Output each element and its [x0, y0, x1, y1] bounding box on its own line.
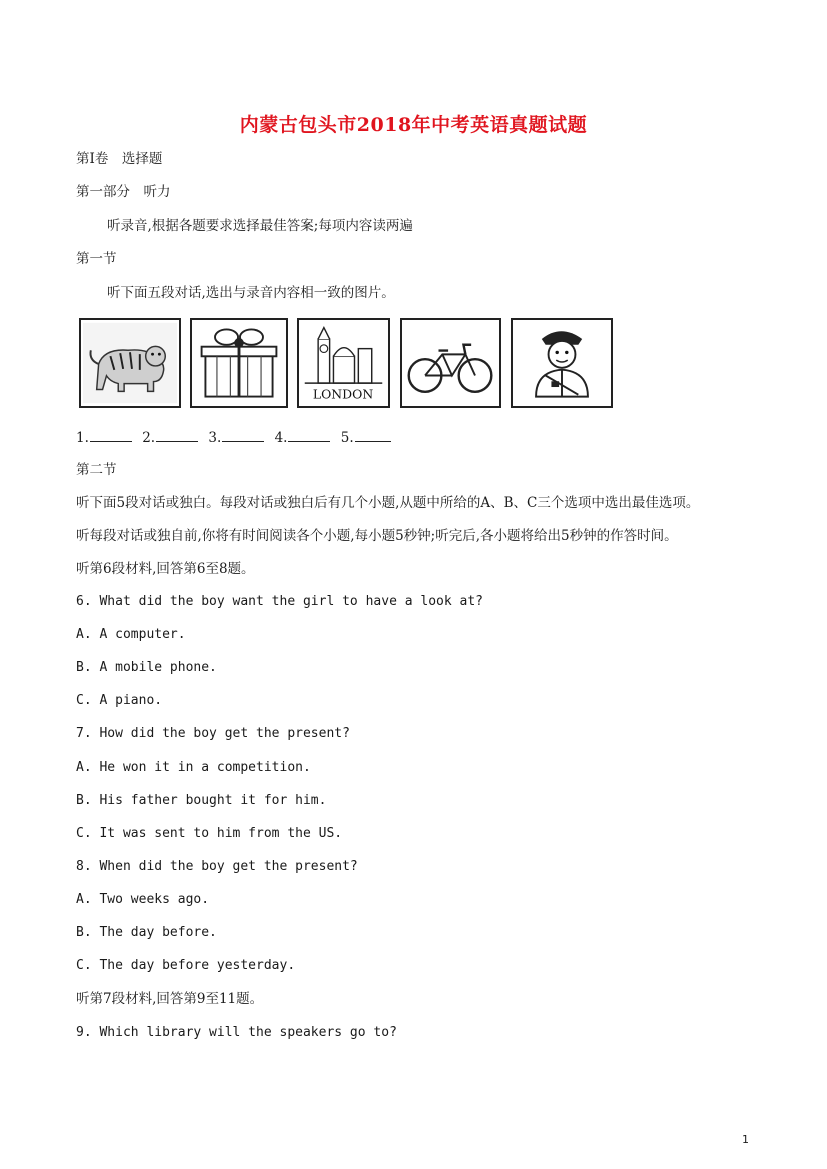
page-number: 1 — [742, 1133, 749, 1146]
volume-heading: 第Ⅰ卷 选择题 — [76, 151, 163, 167]
option-7a: A. He won it in a competition. — [76, 760, 311, 775]
section-two-heading: 第二节 — [76, 462, 117, 478]
option-7b: B. His father bought it for him. — [76, 793, 327, 808]
bicycle-icon — [400, 318, 501, 408]
document-title: 内蒙古包头市2018年中考英语真题试题 — [239, 114, 588, 136]
part-heading: 第一部分 听力 — [76, 184, 171, 200]
blank-label-1: 1. — [76, 430, 89, 446]
section-two-instructions-1: 听下面5段对话或独白。每段对话或独白后有几个小题,从题中所给的A、B、C三个选项中选出最佳选项。 — [76, 495, 700, 511]
section-two-instructions-2: 听每段对话或独自前,你将有时间阅读各个小题,每小题5秒钟;听完后,各小题将给出5秒钟的作答时间。 — [76, 528, 678, 544]
option-8a: A. Two weeks ago. — [76, 892, 210, 907]
london-label: LONDON — [312, 386, 374, 402]
london-icon — [297, 318, 390, 408]
listening-instructions: 听录音,根据各题要求选择最佳答案;每项内容读两遍 — [107, 218, 413, 234]
section-one-instructions: 听下面五段对话,选出与录音内容相一致的图片。 — [107, 285, 395, 301]
blank-5[interactable] — [355, 428, 391, 442]
answer-blanks — [76, 428, 397, 447]
option-8b: B. The day before. — [76, 925, 217, 940]
section-one-heading: 第一节 — [76, 251, 117, 267]
picture-options — [79, 318, 619, 410]
material-6-heading: 听第6段材料,回答第6至8题。 — [76, 561, 255, 577]
question-8: 8. When did the boy get the present? — [76, 859, 358, 874]
gift-box-icon — [190, 318, 288, 408]
option-6b: B. A mobile phone. — [76, 660, 217, 675]
material-7-heading: 听第7段材料,回答第9至11题。 — [76, 991, 264, 1007]
question-6: 6. What did the boy want the girl to have a look at? — [76, 594, 483, 609]
blank-2[interactable] — [156, 428, 198, 442]
blank-4[interactable] — [288, 428, 330, 442]
blank-label-2: 2. — [142, 430, 156, 446]
blank-label-4: 4. — [274, 430, 288, 446]
option-6a: A. A computer. — [76, 627, 186, 642]
blank-label-3: 3. — [208, 430, 222, 446]
option-7c: C. It was sent to him from the US. — [76, 826, 343, 841]
option-8c: C. The day before yesterday. — [76, 958, 296, 973]
policeman-icon — [511, 318, 613, 408]
blank-label-5: 5. — [340, 430, 354, 446]
blank-1[interactable] — [90, 428, 132, 442]
option-6c: C. A piano. — [76, 693, 163, 708]
tiger-icon — [79, 318, 181, 408]
blank-3[interactable] — [222, 428, 264, 442]
question-7: 7. How did the boy get the present? — [76, 726, 350, 741]
question-9: 9. Which library will the speakers go to? — [76, 1025, 397, 1040]
